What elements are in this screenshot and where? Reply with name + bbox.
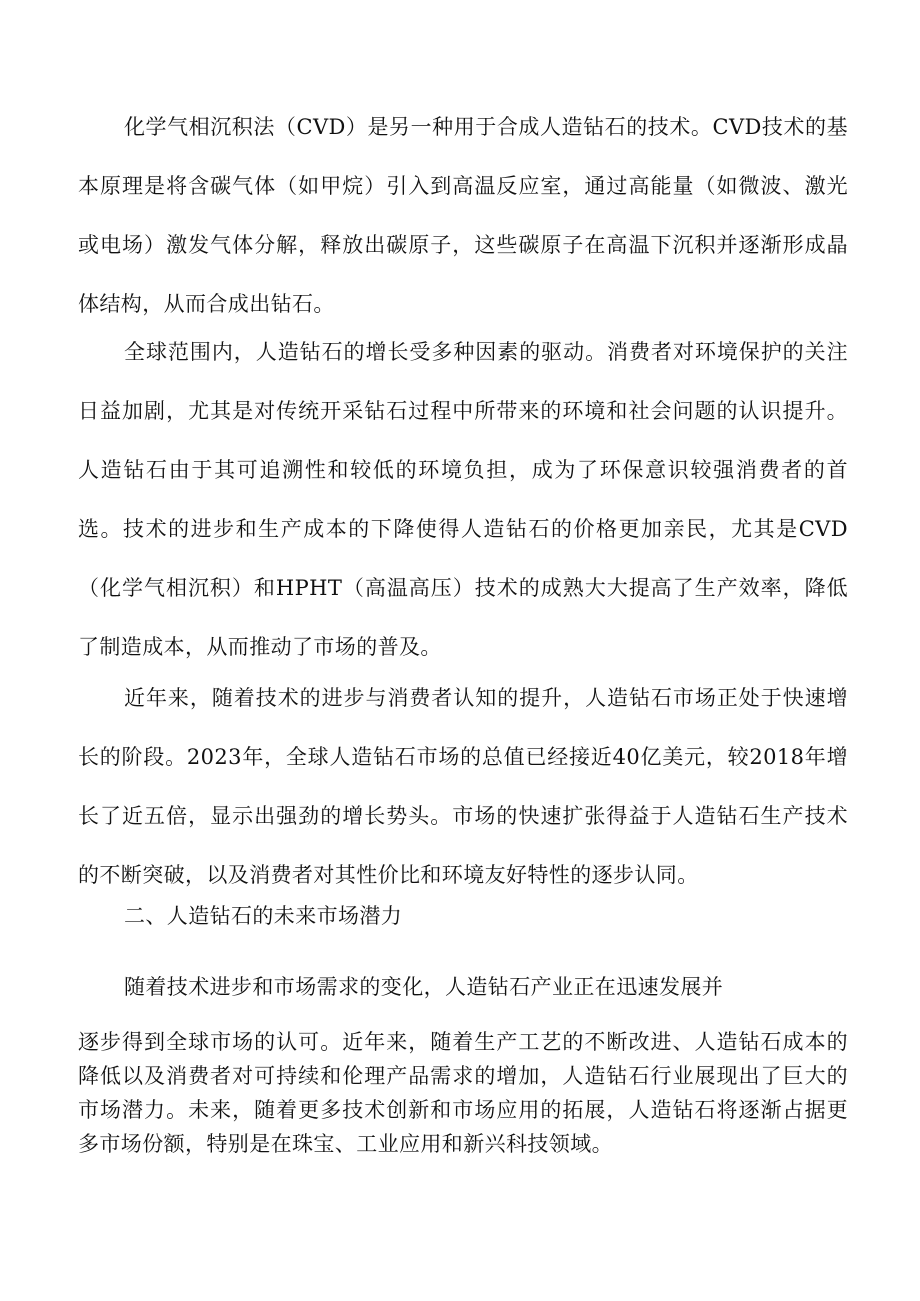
paragraph-growth-drivers: 全球范围内，人造钻石的增长受多种因素的驱动。消费者对环境保护的关注日益加剧，尤其是对传统开采钻石过程中所带来的环境和社会问题的认识提升。人造钻石由于其可追溯性和较低的环境负担，成为了环保意识较强消费者的首选。技术的进步和生产成本的下降使得人造钻石的价格更加亲民，尤其是CVD（化学气相沉积）和HPHT（高温高压）技术的成熟大大提高了生产效率，降低了制造成本，从而推动了市场的普及。 bbox=[78, 340, 848, 659]
paragraph-market-growth: 近年来，随着技术的进步与消费者认知的提升，人造钻石市场正处于快速增长的阶段。2023年，全球人造钻石市场的总值已经接近40亿美元，较2018年增长了近五倍，显示出强劲的增长势头。市场的快速扩张得益于人造钻石生产技术的不断突破，以及消费者对其性价比和环境友好特性的逐步认同。 bbox=[78, 686, 848, 887]
paragraph-future-lead: 随着技术进步和市场需求的变化，人造钻石产业正在迅速发展并 bbox=[124, 975, 724, 999]
paragraph-cvd-intro: 化学气相沉积法（CVD）是另一种用于合成人造钻石的技术。CVD技术的基本原理是将含碳气体（如甲烷）引入到高温反应室，通过高能量（如微波、激光或电场）激发气体分解，释放出碳原子，这些碳原子在高温下沉积并逐渐形成晶体结构，从而合成出钻石。 bbox=[78, 115, 848, 316]
section-heading: 二、人造钻石的未来市场潜力 bbox=[124, 904, 403, 928]
paragraph-future-body: 逐步得到全球市场的认可。近年来，随着生产工艺的不断改进、人造钻石成本的降低以及消费者对可持续和伦理产品需求的增加，人造钻石行业展现出了巨大的市场潜力。未来，随着更多技术创新和市场应用的拓展，人造钻石将逐渐占据更多市场份额，特别是在珠宝、工业应用和新兴科技领域。 bbox=[78, 1030, 848, 1156]
